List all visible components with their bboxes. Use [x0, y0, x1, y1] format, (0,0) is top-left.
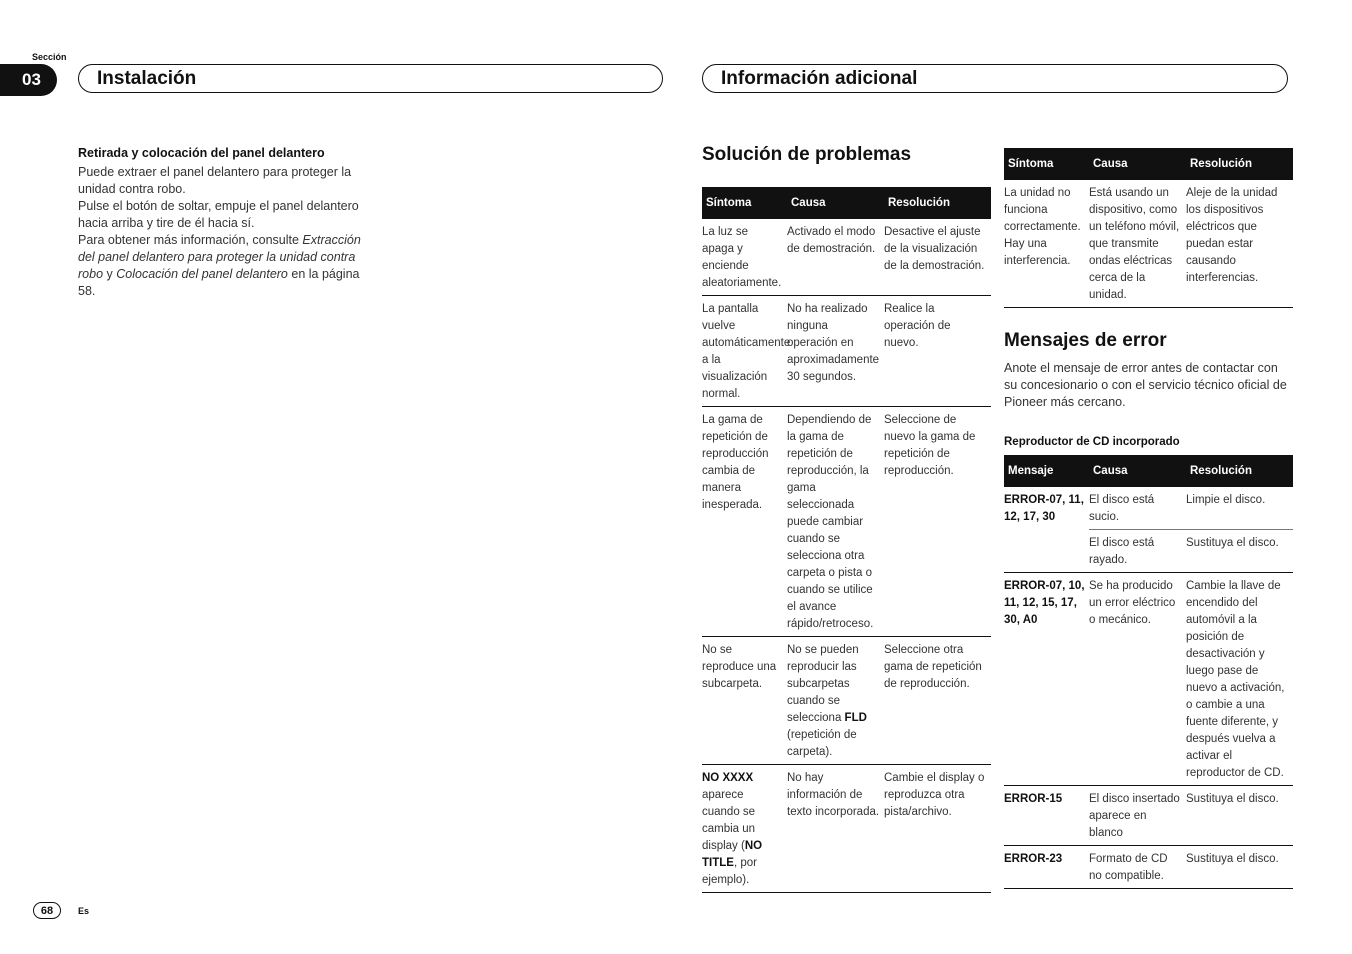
symptom-cell: La unidad no funciona correctamente. Hay una interferencia. [1004, 180, 1089, 308]
section-label: Sección [32, 52, 67, 62]
message-cell: ERROR-15 [1004, 786, 1089, 846]
col-header-resolution: Resolución [1186, 148, 1293, 180]
cause-cell: Dependiendo de la gama de repetición de reproducción, la gama seleccionada puede cambiar cuando se selecciona otra carpeta o pista o cuando se utilice el avance rápido/retroceso. [787, 407, 884, 637]
table-row [1004, 573, 1293, 786]
col-header-cause: Causa [787, 187, 884, 219]
symptom-cell: La luz se apaga y enciende aleatoriamente. [702, 219, 787, 296]
cause-cell: No hay información de texto incorporada. [787, 765, 884, 893]
message-cell: ERROR-23 [1004, 846, 1089, 889]
table-row [1004, 786, 1293, 846]
symptom-cell: NO XXXX aparece cuando se cambia un display (NO TITLE, por ejemplo). [702, 765, 787, 893]
resolution-cell: Desactive el ajuste de la visualización de la demostración. [884, 219, 991, 296]
cause-cell: El disco insertado aparece en blanco [1089, 786, 1186, 846]
symptom-cell: No se reproduce una subcarpeta. [702, 637, 787, 765]
cause-cell: Activado el modo de demostración. [787, 219, 884, 296]
cause-cell: No se pueden reproducir las subcarpetas cuando se selecciona FLD (repetición de carpeta). [787, 637, 884, 765]
section-title-right: Información adicional [702, 64, 1288, 93]
resolution-cell: Realice la operación de nuevo. [884, 296, 991, 407]
symptom-cell: La gama de repetición de reproducción cambia de manera inesperada. [702, 407, 787, 637]
paragraph-3: Para obtener más información, consulte Extracción del panel delantero para proteger la unidad contra robo y Colocación del panel delantero en la página 58. [78, 233, 361, 298]
cause-cell: Está usando un dispositivo, como un teléfono móvil, que transmite ondas eléctricas cerca de la unidad. [1089, 180, 1186, 308]
col-header-resolution: Resolución [1186, 455, 1293, 487]
cd-player-subheading: Reproductor de CD incorporado [1004, 436, 1180, 448]
table-row [1004, 846, 1293, 889]
reference-link-2: Colocación del panel delantero [116, 267, 288, 281]
error-messages-intro: Anote el mensaje de error antes de contactar con su concesionario o con el servicio técnico oficial de Pioneer más cercano. [1004, 361, 1287, 409]
col-header-symptom: Síntoma [1004, 148, 1089, 180]
error-messages-title: Mensajes de error [1004, 330, 1167, 351]
resolution-cell: Cambie la llave de encendido del automóvil a la posición de desactivación y luego pase de nuevo a activación, o cambie a una fuente diferente, y después vuelva a activar el reproductor de CD. [1186, 573, 1293, 786]
troubleshooting-title: Solución de problemas [702, 144, 912, 165]
resolution-cell: Limpie el disco. [1186, 487, 1293, 530]
table-row [702, 407, 991, 637]
cause-cell: Se ha producido un error eléctrico o mecánico. [1089, 573, 1186, 786]
table-row [702, 765, 991, 893]
error-messages-table [1004, 455, 1293, 889]
resolution-cell: Aleje de la unidad los dispositivos eléctricos que puedan estar causando interferencias. [1186, 180, 1293, 308]
troubleshooting-table [702, 187, 991, 893]
table-row [702, 637, 991, 765]
message-cell: ERROR-07, 10, 11, 12, 15, 17, 30, A0 [1004, 573, 1089, 786]
paragraph-1: Puede extraer el panel delantero para proteger la unidad contra robo. [78, 165, 352, 196]
resolution-cell: Sustituya el disco. [1186, 846, 1293, 889]
resolution-cell: Seleccione otra gama de repetición de reproducción. [884, 637, 991, 765]
cause-cell: Formato de CD no compatible. [1089, 846, 1186, 889]
table-header-row [1004, 455, 1293, 487]
symptom-cell: La pantalla vuelve automáticamente a la visualización normal. [702, 296, 787, 407]
troubleshooting-table-continued [1004, 148, 1293, 308]
table-header-row [702, 187, 991, 219]
table-row [702, 296, 991, 407]
front-panel-section [78, 145, 368, 300]
col-header-resolution: Resolución [884, 187, 991, 219]
col-header-cause: Causa [1089, 148, 1186, 180]
cause-cell: El disco está sucio. [1089, 487, 1186, 530]
table-row [1004, 487, 1293, 530]
cause-cell: No ha realizado ninguna operación en aproximadamente 30 segundos. [787, 296, 884, 407]
resolution-cell: Sustituya el disco. [1186, 786, 1293, 846]
message-cell: ERROR-07, 11, 12, 17, 30 [1004, 494, 1084, 523]
cause-cell: El disco está rayado. [1089, 530, 1186, 573]
table-row [702, 219, 991, 296]
section-title-left: Instalación [78, 64, 663, 93]
front-panel-heading: Retirada y colocación del panel delantero [78, 146, 325, 160]
col-header-symptom: Síntoma [702, 187, 787, 219]
table-row [1004, 180, 1293, 308]
col-header-message: Mensaje [1004, 455, 1089, 487]
reference-link-1: Extracción del panel delantero para proteger la unidad contra robo [78, 233, 361, 281]
page-number: 68 [33, 902, 61, 919]
col-header-cause: Causa [1089, 455, 1186, 487]
table-header-row [1004, 148, 1293, 180]
paragraph-2: Pulse el botón de soltar, empuje el panel delantero hacia arriba y tire de él hacia sí. [78, 199, 359, 230]
resolution-cell: Seleccione de nuevo la gama de repetición de reproducción. [884, 407, 991, 637]
resolution-cell: Sustituya el disco. [1186, 530, 1293, 573]
section-number-badge: 03 [0, 64, 57, 96]
resolution-cell: Cambie el display o reproduzca otra pista/archivo. [884, 765, 991, 893]
language-code: Es [78, 906, 90, 916]
